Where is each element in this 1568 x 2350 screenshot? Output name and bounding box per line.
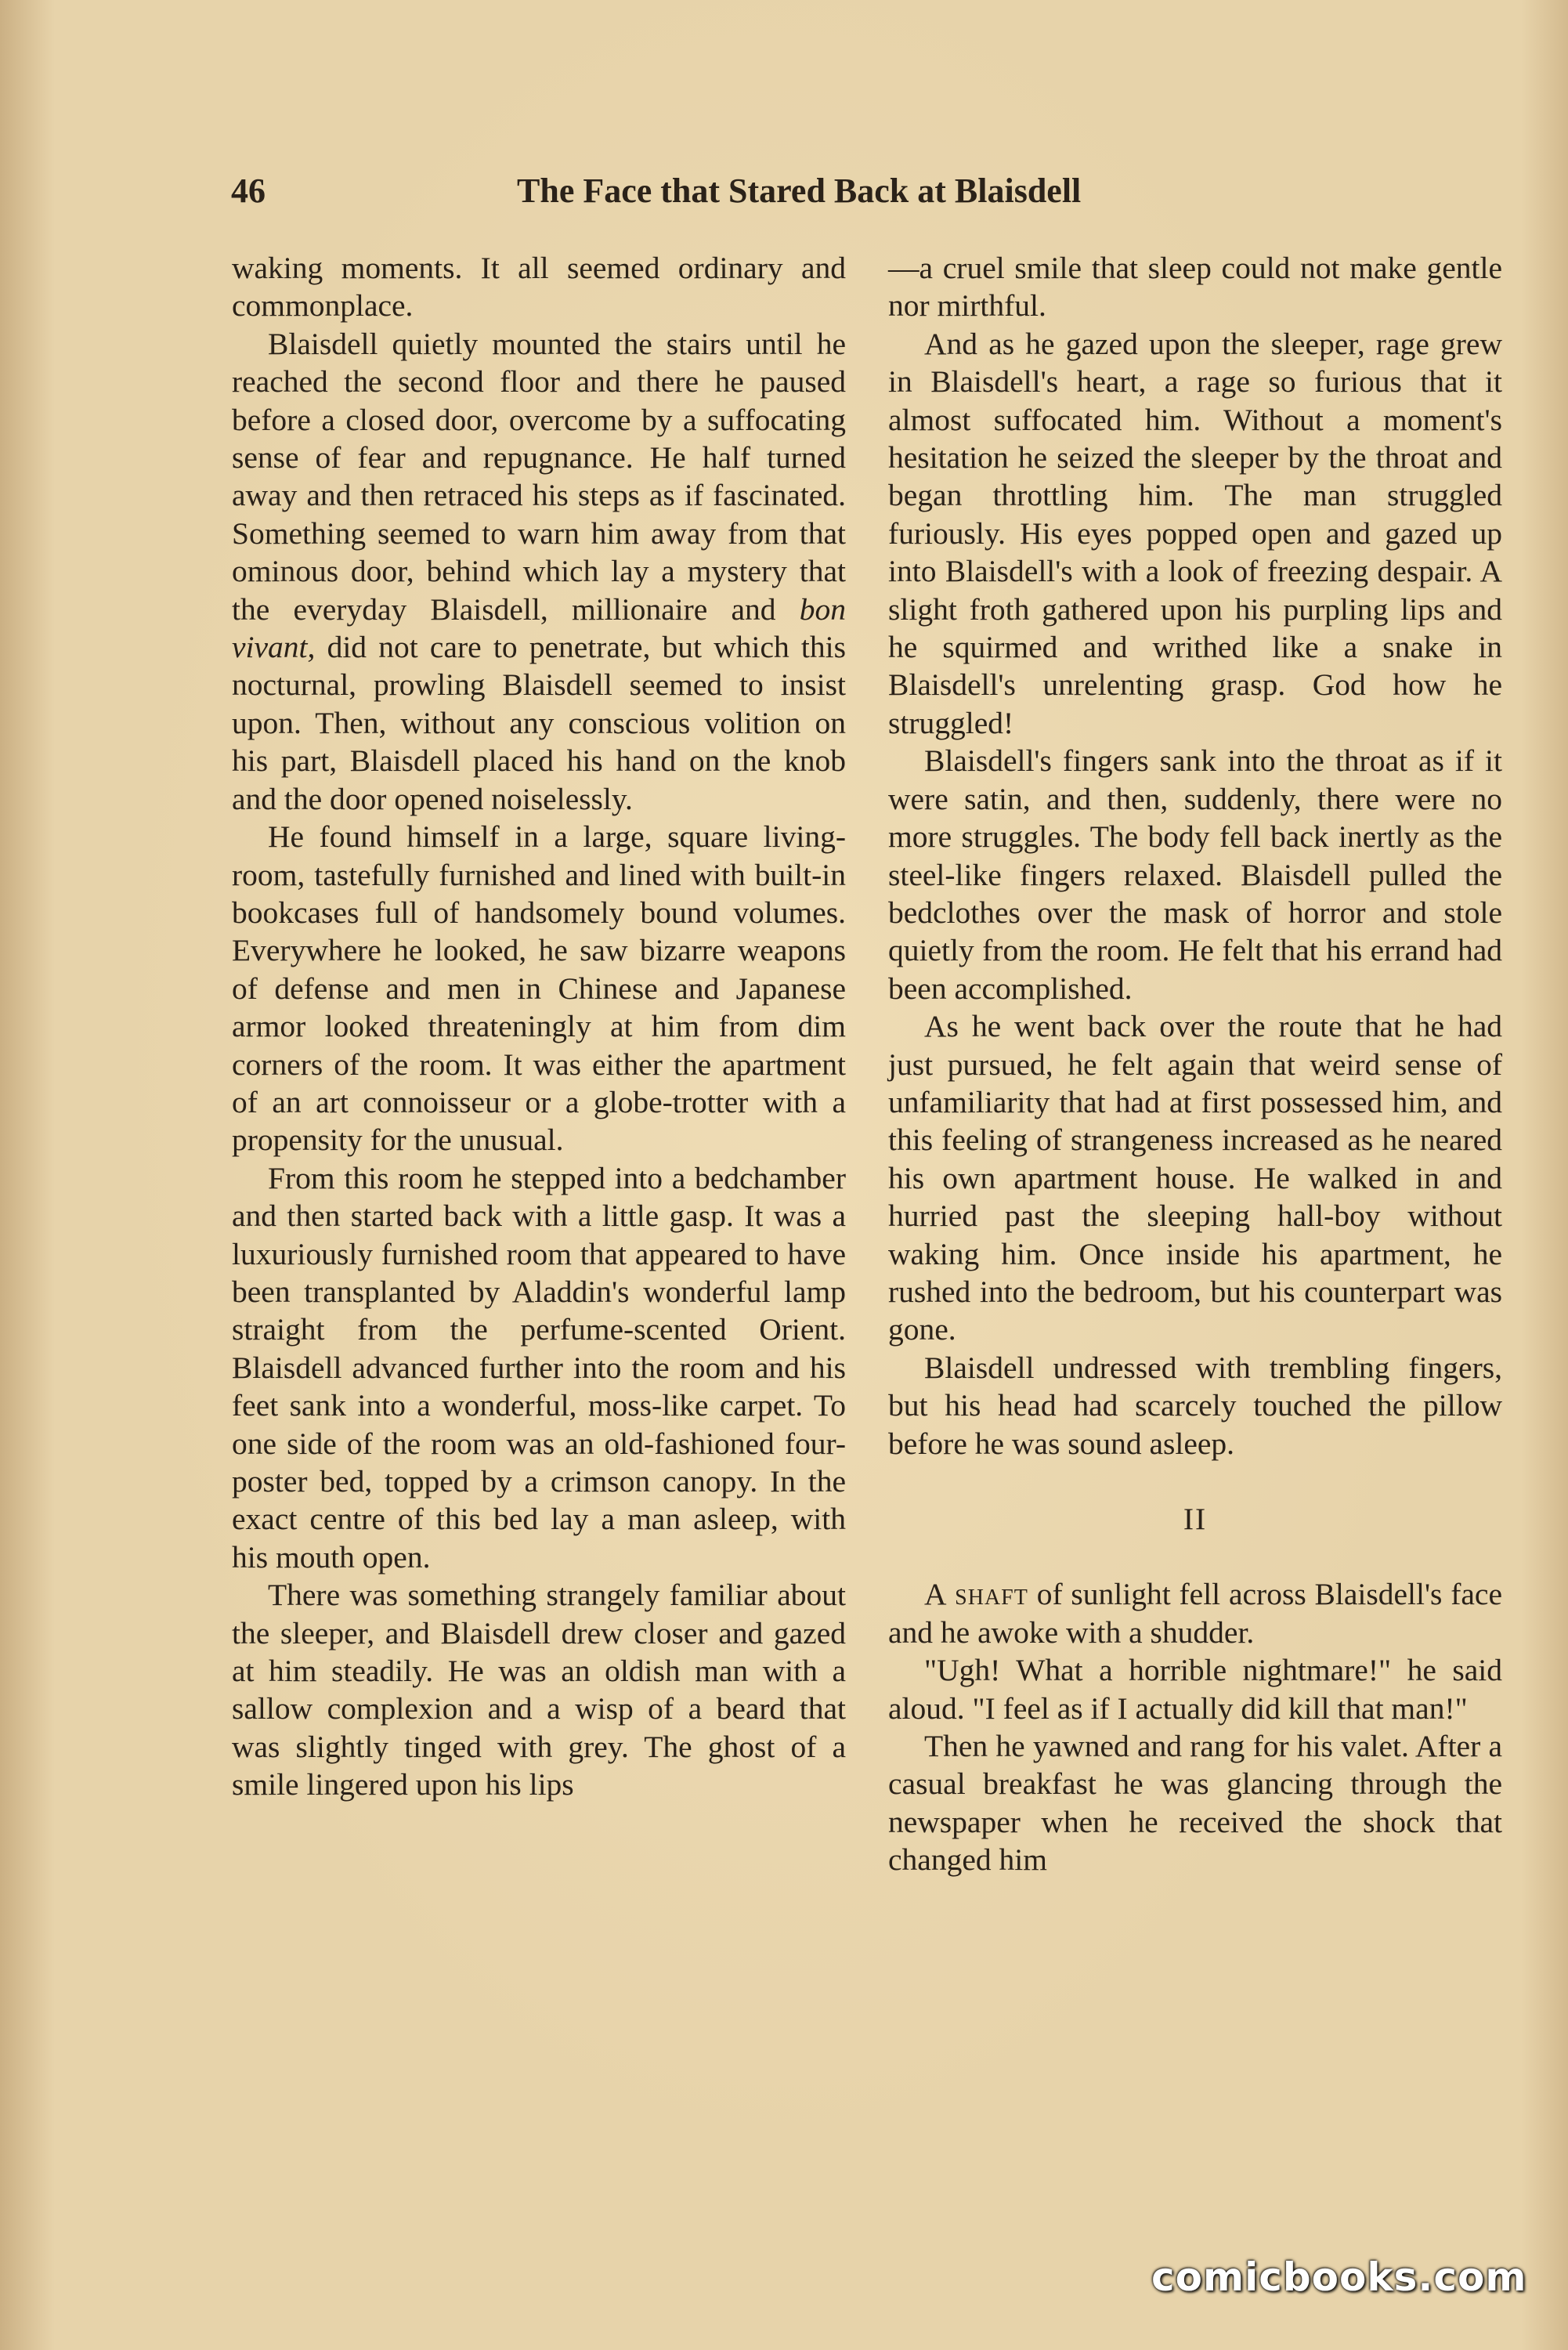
paragraph: waking moments. It all seemed ordinary and commonplace. (232, 251, 846, 324)
paragraph (232, 325, 846, 818)
paragraph (888, 1575, 1502, 1651)
page-number: 46 (231, 172, 266, 210)
paragraph-text: Blaisdell quietly mounted the stairs until he reached the second floor and there he paused before a closed door, overcome by a suffocating sense of fear and repugnance. He half turned away and then retraced his steps as if fascinated. Something seemed to warn him away from that ominous door, behind which lay a mystery that the everyday Blaisdell, millionaire and (232, 326, 846, 627)
paragraph: He found himself in a large, square living-room, tastefully furnished and lined with built-in bookcases full of handsomely bound volumes. Everywhere he looked, he saw bizarre weapons of defense and men in Chinese and Japanese armor looked threateningly at him from dim corners of the room. It was either the apartment of an art connoisseur or a globe-trotter with a propensity for the unusual. (232, 819, 846, 1158)
left-column (232, 249, 846, 1804)
small-caps-lead: A shaft (924, 1577, 1028, 1612)
paragraph: Blaisdell undressed with trembling fingers, but his head had scarcely touched the pillow before he was sound asleep. (888, 1350, 1502, 1461)
paragraph: "Ugh! What a horrible nightmare!" he said aloud. "I feel as if I actually did kill that man!" (888, 1653, 1502, 1726)
paragraph: There was something strangely familiar about the sleeper, and Blaisdell drew closer and gazed at him steadily. He was an oldish man with a sallow complexion and a wisp of a beard that was slightly tinged with grey. The ghost of a smile lingered upon his lips (232, 1578, 846, 1802)
watermark: comicbooks.com (1151, 2254, 1527, 2300)
paragraph: From this room he stepped into a bedchamber and then started back with a little gasp. It was a luxuriously furnished room that appeared to have been transplanted by Aladdin's wonderful lamp straight from the perfume-scented Orient. Blaisdell advanced further into the room and his feet sank into a wonderful, moss-like carpet. To one side of the room was an old-fashioned four-poster bed, topped by a crimson canopy. In the exact centre of this bed lay a man asleep, with his mouth open. (232, 1160, 846, 1574)
paragraph-text: of sunlight fell across Blaisdell's face and he awoke with a shudder. (888, 1577, 1502, 1650)
paragraph: As he went back over the route that he had just pursued, he felt again that weird sense of unfamiliarity that had at first possessed him, and this feeling of strangeness increased as he neared his own apartment house. He walked in and hurried past the sleeping hall-boy without waking him. Once inside his apartment, he rushed into the bedroom, but his counterpart was gone. (888, 1009, 1502, 1347)
paragraph: —a cruel smile that sleep could not make gentle nor mirthful. (888, 251, 1502, 324)
right-column (888, 249, 1502, 1879)
paragraph: Then he yawned and rang for his valet. After a casual breakfast he was glancing through the newspaper when he received the shock that changed him (888, 1729, 1502, 1878)
section-number: II (1183, 1502, 1208, 1536)
paragraph: And as he gazed upon the sleeper, rage grew in Blaisdell's heart, a rage so furious that it almost suffocated him. Without a moment's hesitation he seized the sleeper by the throat and began throttling him. The man struggled furiously. His eyes popped open and gazed up into Blaisdell's with a look of freezing despair. A slight froth gathered upon his purpling lips and he squirmed and writhed like a snake in Blaisdell's unrelenting grasp. God how he struggled! (888, 326, 1502, 740)
paragraph: Blaisdell's fingers sank into the throat as if it were satin, and then, suddenly, there were no more struggles. The body fell back inertly as the steel-like fingers relaxed. Blaisdell pulled the bedclothes over the mask of horror and stole quietly from the room. He felt that his errand had been accomplished. (888, 743, 1502, 1006)
italic-phrase: bon vivant, (232, 591, 846, 665)
paragraph-text: did not care to penetrate, but which this nocturnal, prowling Blaisdell seemed to insist upon. Then, without any conscious volition on his part, Blaisdell placed his hand on the knob and the door opened noiselessly. (232, 630, 846, 816)
running-title: The Face that Stared Back at Blaisdell (517, 172, 1082, 210)
